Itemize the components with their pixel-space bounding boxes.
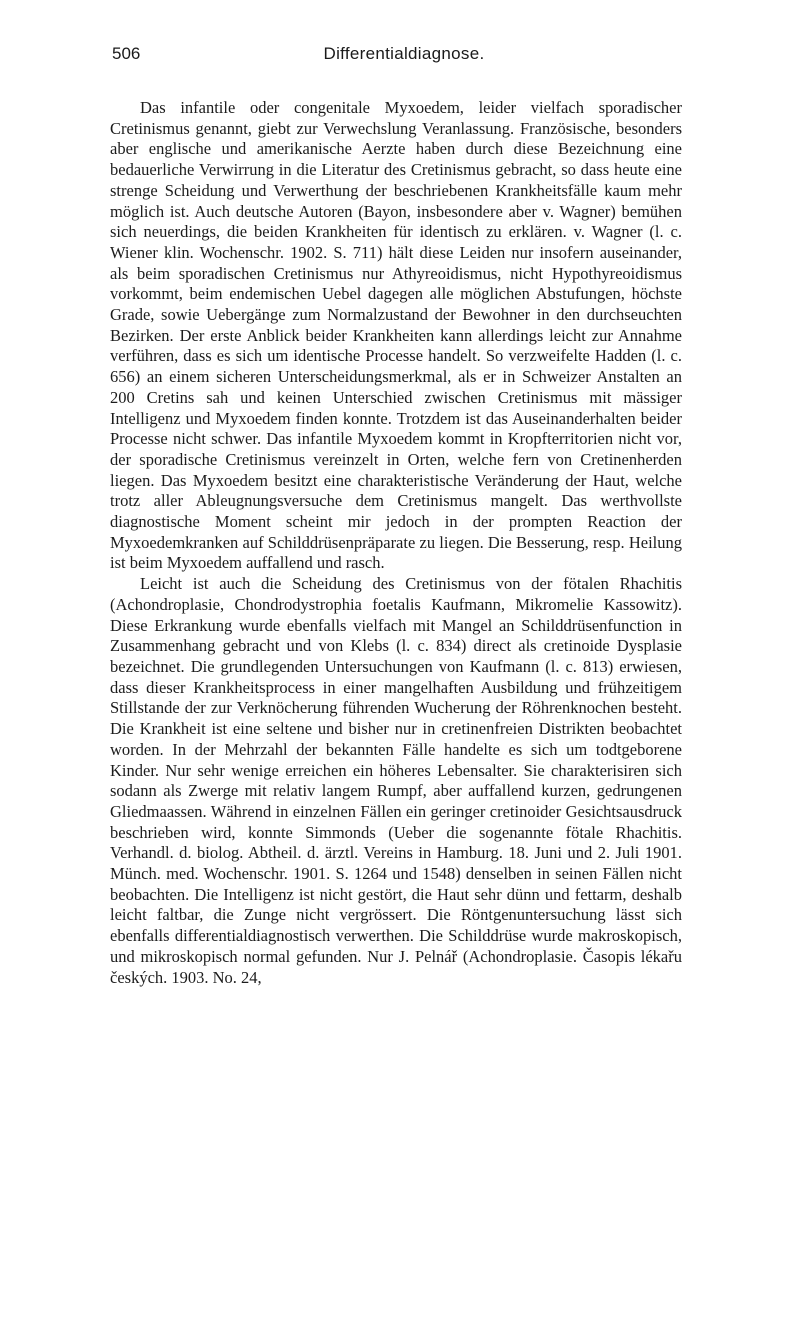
body-text (110, 98, 682, 988)
paragraph-infantile-myxoedem: Das infantile oder congenitale Myxoedem, leider vielfach sporadischer Cretinismus genannt, giebt zur Verwechslung Veranlassung. Französische, besonders aber englische und amerikanische Aerzte haben durch diese Bezeichnung eine bedauerliche Verwirrung in die Literatur des Cretinismus gebracht, so dass heute eine strenge Scheidung und Verwerthung der beschriebenen Krankheitsfälle kaum mehr möglich ist. Auch deutsche Autoren (Bayon, insbesondere aber v. Wagner) bemühen sich neuerdings, die beiden Krankheiten für identisch zu erklären. v. Wagner (l. c. Wiener klin. Wochenschr. 1902. S. 711) hält diese Leiden nur insofern auseinander, als beim sporadischen Cretinismus nur Athyreoidismus, nicht Hypothyreoidismus vorkommt, beim endemischen Uebel dagegen alle möglichen Abstufungen, höchste Grade, sowie Uebergänge zum Normalzustand der Bewohner in den durchseuchten Bezirken. Der erste Anblick beider Krankheiten kann allerdings leicht zur Annahme verführen, dass es sich um identische Processe handelt. So verzweifelte Hadden (l. c. 656) an einem sicheren Unterscheidungsmerkmal, als er in Schweizer Anstalten an 200 Cretins sah und keinen Unterschied zwischen Cretinismus mit mässiger Intelligenz und Myxoedem finden konnte. Trotzdem ist das Auseinanderhalten beider Processe nicht schwer. Das infantile Myxoedem kommt in Kropfterritorien nicht vor, der sporadische Cretinismus vereinzelt in Orten, welche fern von Cretinenherden liegen. Das Myxoedem besitzt eine charakteristische Veränderung der Haut, welche trotz aller Ableugnungsversuche dem Cretinismus mangelt. Das werthvollste diagnostische Moment scheint mir jedoch in der prompten Reaction der Myxoedemkranken auf Schilddrüsenpräparate zu liegen. Die Besserung, resp. Heilung ist beim Myxoedem auffallend und rasch. (110, 98, 682, 573)
page-header (104, 44, 704, 68)
page-number: 506 (112, 44, 141, 63)
paragraph-foetal-rhachitis: Leicht ist auch die Scheidung des Cretinismus von der fötalen Rhachitis (Achondroplasie, Chondrodystrophia foetalis Kaufmann, Mikromelie Kassowitz). Diese Erkrankung wurde ebenfalls vielfach mit Mangel an Schilddrüsenfunction in Zusammenhang gebracht und von Klebs (l. c. 834) direct als cretinoide Dysplasie bezeichnet. Die grundlegenden Untersuchungen von Kaufmann (l. c. 813) erwiesen, dass dieser Krankheitsprocess in einer mangelhaften Ausbildung und frühzeitigem Stillstande der zur Verknöcherung führenden Wucherung der Röhrenknochen besteht. Die Krankheit ist eine seltene und bisher nur in cretinenfreien Distrikten beobachtet worden. In der Mehrzahl der bekannten Fälle handelte es sich um todtgeborene Kinder. Nur sehr wenige erreichen ein höheres Lebensalter. Sie charakterisiren sich sodann als Zwerge mit relativ langem Rumpf, aber auffallend kurzen, gedrungenen Gliedmaassen. Während in einzelnen Fällen ein geringer cretinoider Gesichtsausdruck beschrieben wird, konnte Simmonds (Ueber die sogenannte fötale Rhachitis. Verhandl. d. biolog. Abtheil. d. ärztl. Vereins in Hamburg. 18. Juni und 2. Juli 1901. Münch. med. Wochenschr. 1901. S. 1264 und 1548) denselben in seinen Fällen nicht beobachten. Die Intelligenz ist nicht gestört, die Haut sehr dünn und fettarm, deshalb leicht faltbar, die Zunge nicht vergrössert. Die Röntgenuntersuchung lässt sich ebenfalls differentialdiagnostisch verwerthen. Die Schilddrüse wurde makroskopisch, und mikroskopisch normal gefunden. Nur J. Pelnář (Achondroplasie. Časopis lékařu českých. 1903. No. 24, (110, 574, 682, 987)
running-title: Differentialdiagnose. (323, 44, 485, 63)
